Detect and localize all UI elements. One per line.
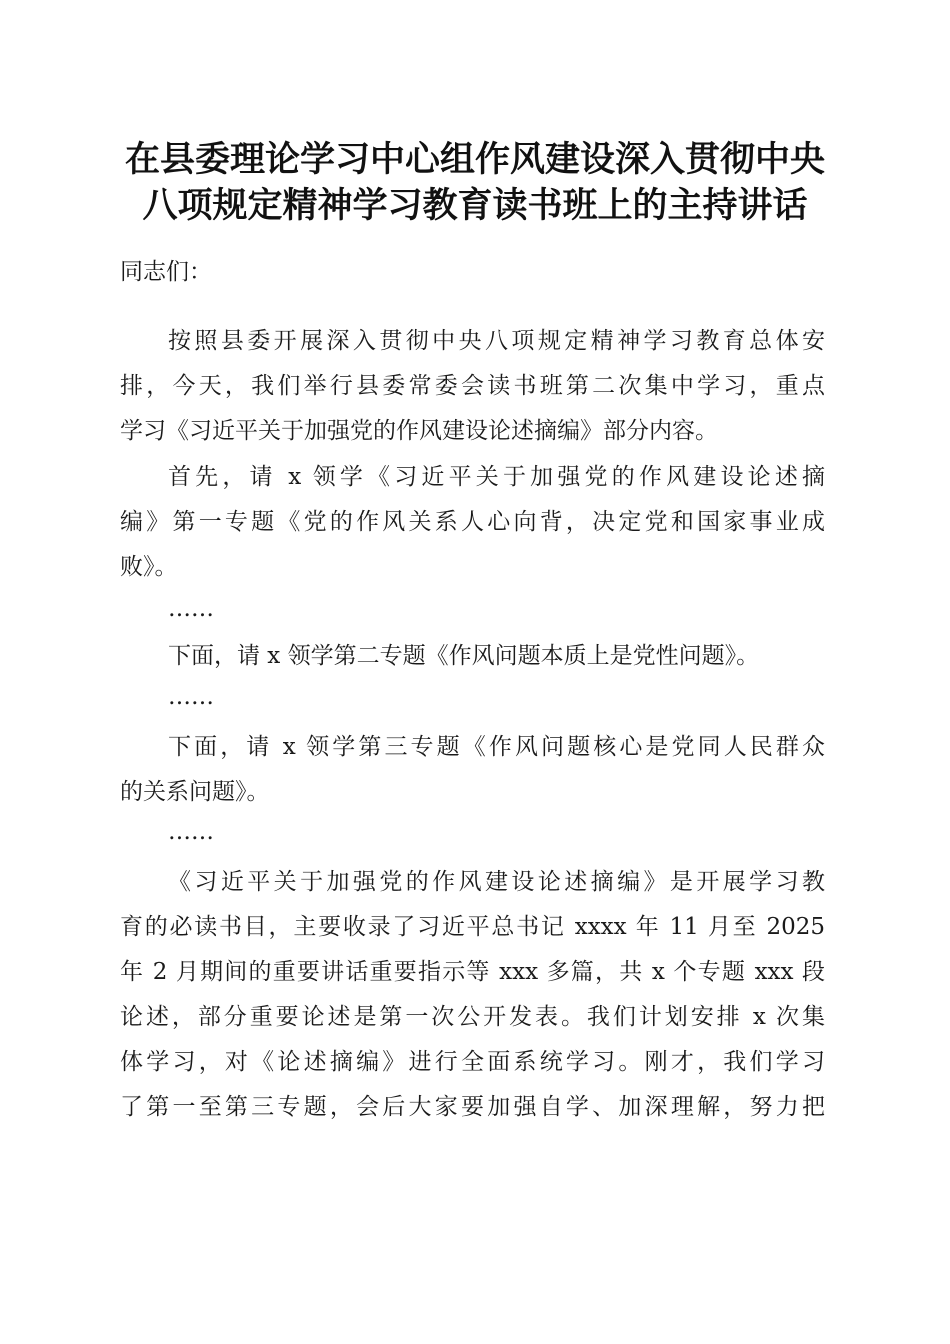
paragraph-line: 排，今天，我们举行县委常委会读书班第二次集中学习，重点 [120, 373, 825, 399]
paragraph-line: 《习近平关于加强党的作风建设论述摘编》是开展学习教 [168, 869, 825, 895]
paragraph-line: 年 2 月期间的重要讲话重要指示等 xxx 多篇，共 x 个专题 xxx 段 [120, 959, 825, 985]
ellipsis-line: …… [168, 819, 214, 845]
document-title-line-1: 在县委理论学习中心组作风建设深入贯彻中央 [124, 139, 825, 180]
ellipsis-line: …… [168, 684, 214, 710]
paragraph-line: 体学习，对《论述摘编》进行全面系统学习。刚才，我们学习 [120, 1049, 825, 1075]
paragraph-line: 下面，请 x 领学第二专题《作风问题本质上是党性问题》。 [168, 643, 760, 669]
paragraph-line: 学习《习近平关于加强党的作风建设论述摘编》部分内容。 [120, 418, 718, 444]
salutation: 同志们： [120, 259, 212, 285]
paragraph-line: 的关系问题》。 [120, 779, 270, 805]
paragraph-line: 首先，请 x 领学《习近平关于加强党的作风建设论述摘 [168, 464, 825, 490]
paragraph-line: 了第一至第三专题，会后大家要加强自学、加深理解，努力把 [120, 1094, 825, 1120]
paragraph-line: 育的必读书目，主要收录了习近平总书记 xxxx 年 11 月至 2025 [120, 914, 825, 940]
paragraph-line: 按照县委开展深入贯彻中央八项规定精神学习教育总体安 [168, 328, 825, 354]
paragraph-line: 下面，请 x 领学第三专题《作风问题核心是党同人民群众 [168, 734, 825, 760]
ellipsis-line: …… [168, 596, 214, 622]
paragraph-line: 论述，部分重要论述是第一次公开发表。我们计划安排 x 次集 [120, 1004, 825, 1030]
document-title-line-2: 八项规定精神学习教育读书班上的主持讲话 [142, 185, 808, 226]
paragraph-line: 编》第一专题《党的作风关系人心向背，决定党和国家事业成 [120, 509, 825, 535]
paragraph-line: 败》。 [120, 554, 178, 580]
